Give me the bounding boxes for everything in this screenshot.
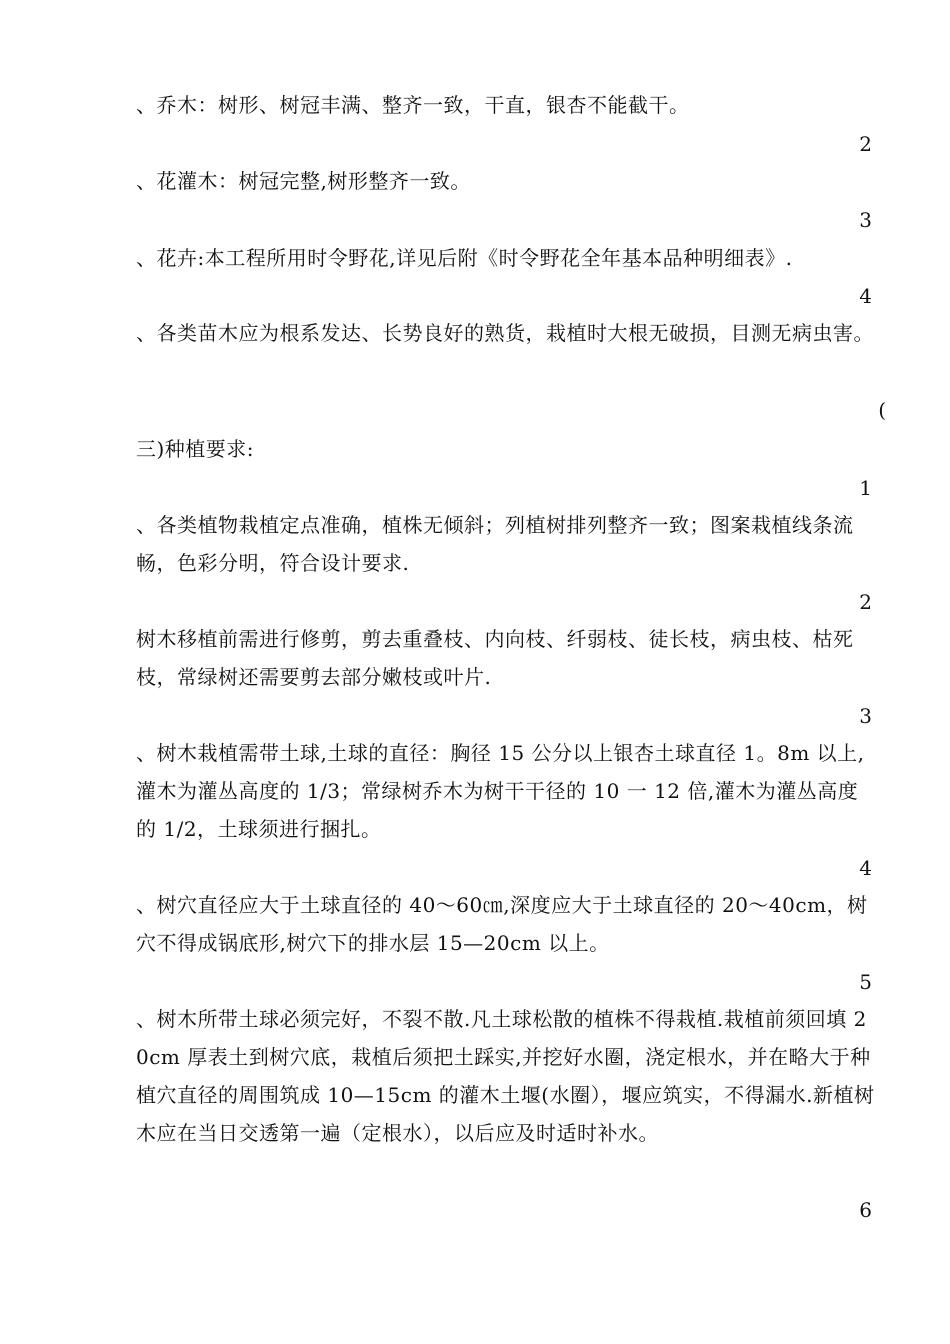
- item-number: 2: [859, 590, 872, 614]
- section-heading-planting-requirements: 三)种植要求:: [136, 437, 255, 461]
- item-number: 4: [859, 284, 872, 308]
- item-number: 4: [859, 856, 872, 880]
- paragraph-flowers: 、花卉:本工程所用时令野花,详见后附《时令野花全年基本品种明细表》.: [136, 246, 793, 270]
- item-number: 3: [859, 208, 872, 232]
- item-number: 6: [859, 1198, 872, 1222]
- paragraph-layout: 、各类植物栽植定点准确，植株无倾斜；列植树排列整齐一致；图案栽植线条流畅，色彩分明，符合设计要求.: [136, 513, 854, 575]
- open-parenthesis: (: [878, 398, 886, 422]
- paragraph-trees: 、乔木：树形、树冠丰满、整齐一致，干直，银杏不能截干。: [136, 93, 690, 117]
- paragraph-pruning: 树木移植前需进行修剪，剪去重叠枝、内向枝、纤弱枝、徒长枝，病虫枝、枯死枝，常绿树还需要剪去部分嫩枝或叶片.: [136, 627, 854, 689]
- paragraph-planting-hole: 、树穴直径应大于土球直径的 40～60㎝,深度应大于土球直径的 20～40cm，树穴不得成锅底形,树穴下的排水层 15—20cm 以上。: [136, 893, 868, 955]
- item-number: 2: [859, 132, 872, 156]
- paragraph-shrubs: 、花灌木：树冠完整,树形整齐一致。: [136, 169, 471, 193]
- item-number: 5: [859, 970, 872, 994]
- item-number: 3: [859, 704, 872, 728]
- paragraph-seedlings: 、各类苗木应为根系发达、长势良好的熟货，栽植时大根无破损，目测无病虫害。: [136, 321, 874, 345]
- paragraph-soil-ball: 、树木栽植需带土球,土球的直径：胸径 15 公分以上银杏土球直径 1。8m 以上,灌木为灌丛高度的 1/3；常绿树乔木为树干干径的 10 一 12 倍,灌木为灌丛高度的 1/2，土球须进行捆扎。: [136, 741, 865, 841]
- item-number: 1: [859, 476, 872, 500]
- paragraph-watering: 、树木所带土球必须完好，不裂不散.凡土球松散的植株不得栽植.栽植前须回填 20cm 厚表土到树穴底，栽植后须把土踩实,并挖好水圈，浇定根水，并在略大于种植穴直径的周围筑成 10—15cm 的灌木土堰(水圈），堰应筑实，不得漏水.新植树木应在当日交透第一遍（定根水），以后应及时适时补水。: [136, 1007, 875, 1145]
